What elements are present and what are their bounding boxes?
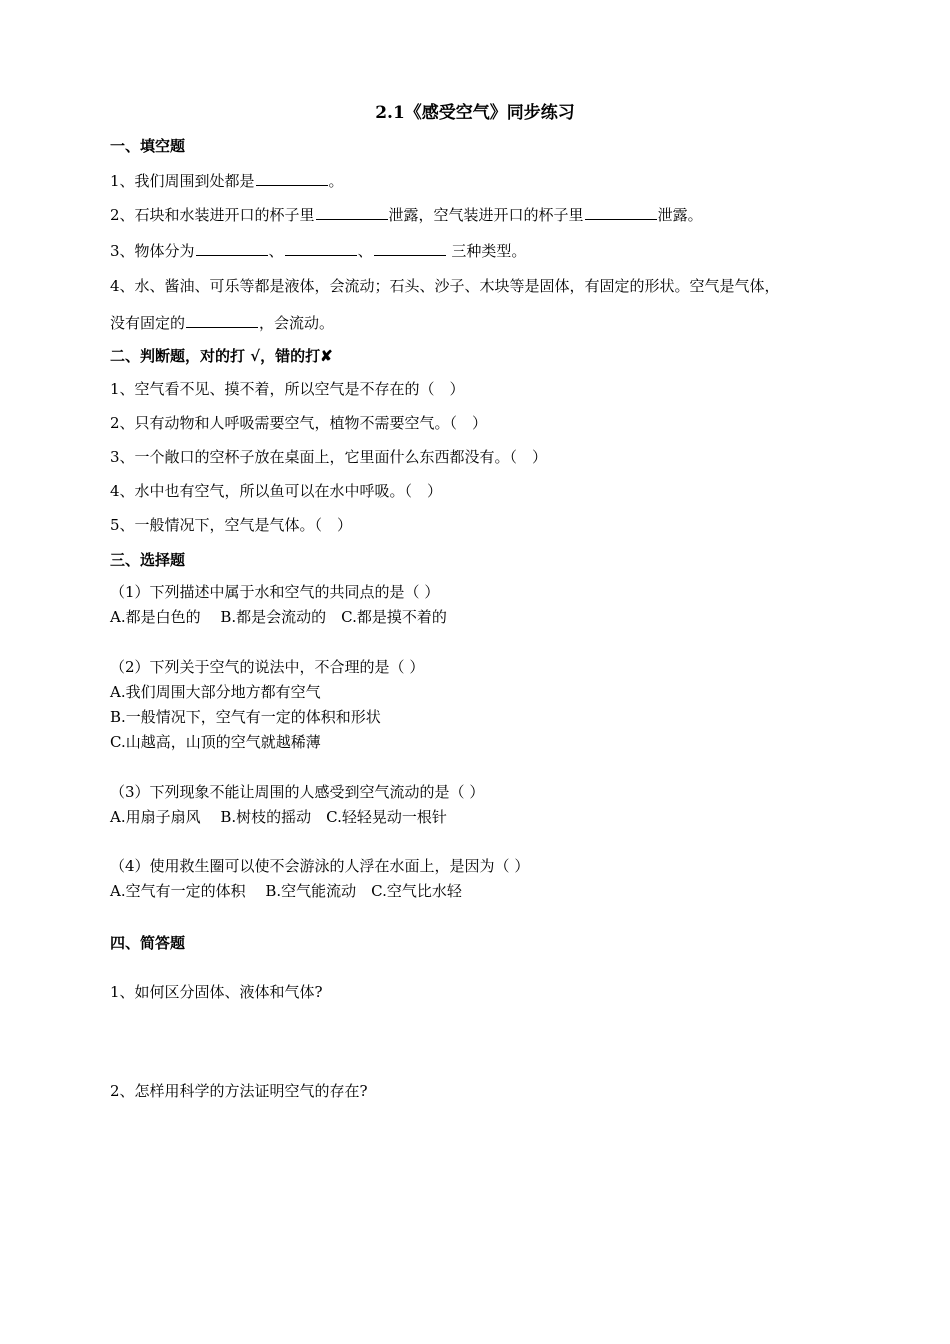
question-text: 没有固定的 <box>110 314 186 332</box>
choice-question-1-stem: （1）下列描述中属于水和空气的共同点的是（ ） <box>110 583 440 601</box>
fill-question-3 <box>110 240 526 261</box>
fill-question-4-line-2 <box>110 312 334 333</box>
judge-item: 3、一个敞口的空杯子放在桌面上，它里面什么东西都没有。（ ） <box>110 448 548 466</box>
fill-question-1 <box>110 170 344 191</box>
section-heading-multiple-choice: 三、选择题 <box>110 551 186 569</box>
answer-blank[interactable] <box>285 240 357 256</box>
question-text: 泄露，空气装进开口的杯子里 <box>388 206 584 224</box>
question-text: 2、石块和水装进开口的杯子里 <box>110 206 315 224</box>
section-heading-fill-in: 一、填空题 <box>110 137 186 155</box>
answer-blank[interactable] <box>374 240 446 256</box>
fill-question-4-line-1: 4、水、酱油、可乐等都是液体，会流动；石头、沙子、木块等是固体，有固定的形状。空气是气体， <box>110 277 780 295</box>
choice-question-4-stem: （4）使用救生圈可以使不会游泳的人浮在水面上，是因为（ ） <box>110 857 530 875</box>
choice-question-3-options: A.用扇子扇风 B.树枝的摇动 C.轻轻晃动一根针 <box>110 808 447 826</box>
choice-question-3-stem: （3）下列现象不能让周围的人感受到空气流动的是（ ） <box>110 783 485 801</box>
judge-item: 5、一般情况下，空气是气体。（ ） <box>110 516 353 534</box>
choice-question-4-options: A.空气有一定的体积 B.空气能流动 C.空气比水轻 <box>110 882 462 900</box>
judge-item: 4、水中也有空气，所以鱼可以在水中呼吸。（ ） <box>110 482 443 500</box>
short-answer-question-2: 2、怎样用科学的方法证明空气的存在? <box>110 1082 368 1100</box>
section-heading-true-false: 二、判断题，对的打 √，错的打✘ <box>110 347 333 365</box>
choice-question-2-stem: （2）下列关于空气的说法中，不合理的是（ ） <box>110 658 425 676</box>
choice-option: C.山越高，山顶的空气就越稀薄 <box>110 733 321 751</box>
question-text: 1、我们周围到处都是 <box>110 172 255 190</box>
answer-blank[interactable] <box>316 204 388 220</box>
separator: 、 <box>268 242 284 260</box>
question-text: 三种类型。 <box>446 242 527 260</box>
answer-blank[interactable] <box>585 204 657 220</box>
answer-blank[interactable] <box>256 170 328 186</box>
page-title: 2.1《感受空气》同步练习 <box>375 103 575 123</box>
question-text: 3、物体分为 <box>110 242 195 260</box>
answer-blank[interactable] <box>186 312 258 328</box>
question-text: 泄露。 <box>657 206 703 224</box>
separator: 、 <box>357 242 373 260</box>
choice-question-1-options: A.都是白色的 B.都是会流动的 C.都是摸不着的 <box>110 608 447 626</box>
choice-option: A.我们周围大部分地方都有空气 <box>110 683 321 701</box>
fill-question-2 <box>110 204 703 225</box>
judge-item: 1、空气看不见、摸不着，所以空气是不存在的（ ） <box>110 380 465 398</box>
question-text: 。 <box>328 172 344 190</box>
choice-option: B.一般情况下，空气有一定的体积和形状 <box>110 708 381 726</box>
section-heading-short-answer: 四、简答题 <box>110 934 186 952</box>
answer-blank[interactable] <box>196 240 268 256</box>
judge-item: 2、只有动物和人呼吸需要空气，植物不需要空气。（ ） <box>110 414 488 432</box>
question-text: ，会流动。 <box>259 314 335 332</box>
short-answer-question-1: 1、如何区分固体、液体和气体? <box>110 983 323 1001</box>
